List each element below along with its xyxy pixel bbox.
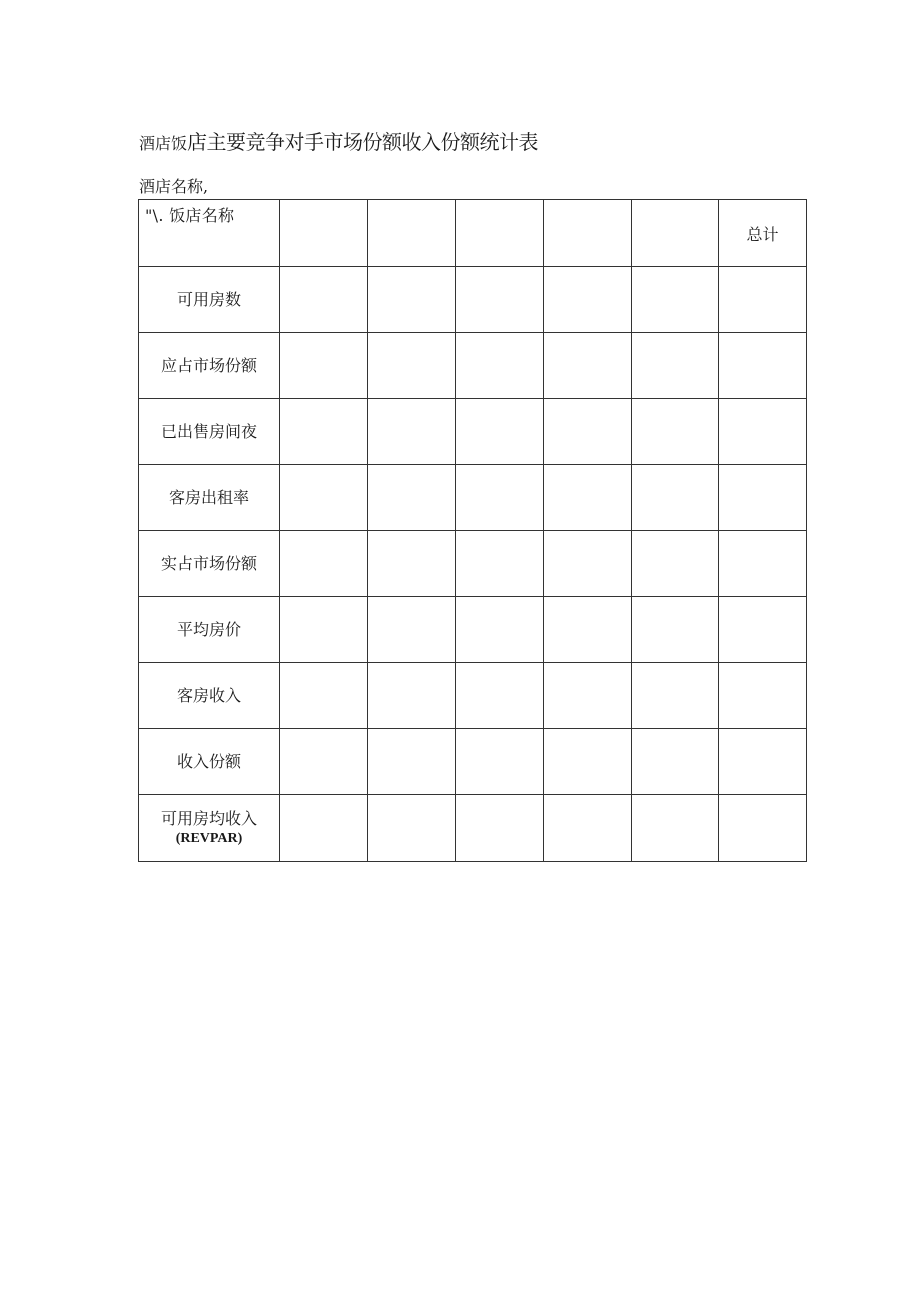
hotel-column-header[interactable] bbox=[368, 200, 456, 267]
value-cell[interactable] bbox=[456, 333, 544, 399]
total-cell[interactable] bbox=[719, 399, 807, 465]
row-label: 应占市场份额 bbox=[160, 355, 257, 375]
total-cell[interactable] bbox=[719, 729, 807, 795]
value-cell[interactable] bbox=[544, 597, 632, 663]
value-cell[interactable] bbox=[280, 267, 368, 333]
value-cell[interactable] bbox=[280, 465, 368, 531]
table-row bbox=[139, 729, 807, 795]
row-label: 已出售房间夜 bbox=[160, 421, 257, 441]
value-cell[interactable] bbox=[544, 465, 632, 531]
document-title bbox=[139, 128, 538, 158]
value-cell[interactable] bbox=[368, 663, 456, 729]
value-cell[interactable] bbox=[368, 465, 456, 531]
value-cell[interactable] bbox=[544, 729, 632, 795]
row-label: 客房收入 bbox=[176, 685, 241, 705]
value-cell[interactable] bbox=[632, 597, 719, 663]
row-label: 客房出租率 bbox=[168, 487, 249, 507]
hotel-column-header[interactable] bbox=[280, 200, 368, 267]
value-cell[interactable] bbox=[280, 399, 368, 465]
row-label-cell bbox=[139, 663, 280, 729]
title-prefix: 酒店饭 bbox=[139, 134, 188, 153]
value-cell[interactable] bbox=[544, 399, 632, 465]
hotel-name-label: 酒店名称, bbox=[139, 177, 209, 196]
title-main: 店主要竞争对手市场份额收入份额统计表 bbox=[187, 130, 539, 154]
total-cell[interactable] bbox=[719, 531, 807, 597]
value-cell[interactable] bbox=[632, 465, 719, 531]
value-cell[interactable] bbox=[544, 795, 632, 862]
table-row bbox=[139, 795, 807, 862]
value-cell[interactable] bbox=[368, 795, 456, 862]
total-cell[interactable] bbox=[719, 465, 807, 531]
table-row bbox=[139, 663, 807, 729]
row-label-sub: (REVPAR) bbox=[175, 831, 243, 846]
value-cell[interactable] bbox=[544, 267, 632, 333]
total-cell[interactable] bbox=[719, 795, 807, 862]
row-label-cell bbox=[139, 399, 280, 465]
value-cell[interactable] bbox=[368, 597, 456, 663]
row-label: 可用房数 bbox=[176, 289, 241, 309]
value-cell[interactable] bbox=[456, 399, 544, 465]
value-cell[interactable] bbox=[456, 663, 544, 729]
value-cell[interactable] bbox=[632, 399, 719, 465]
row-label: 收入份额 bbox=[176, 751, 241, 771]
value-cell[interactable] bbox=[368, 399, 456, 465]
value-cell[interactable] bbox=[456, 465, 544, 531]
value-cell[interactable] bbox=[456, 795, 544, 862]
total-cell[interactable] bbox=[719, 663, 807, 729]
statistics-table bbox=[138, 199, 807, 862]
row-label-cell bbox=[139, 597, 280, 663]
value-cell[interactable] bbox=[632, 267, 719, 333]
table-row bbox=[139, 267, 807, 333]
value-cell[interactable] bbox=[632, 795, 719, 862]
hotel-column-header[interactable] bbox=[544, 200, 632, 267]
value-cell[interactable] bbox=[456, 267, 544, 333]
value-cell[interactable] bbox=[632, 729, 719, 795]
value-cell[interactable] bbox=[368, 531, 456, 597]
row-label: 可用房均收入 bbox=[160, 809, 257, 828]
corner-header-text: "\. 饭店名称 bbox=[145, 206, 235, 225]
value-cell[interactable] bbox=[544, 333, 632, 399]
value-cell[interactable] bbox=[544, 663, 632, 729]
table-row bbox=[139, 531, 807, 597]
value-cell[interactable] bbox=[632, 531, 719, 597]
total-header-label: 总计 bbox=[746, 224, 779, 244]
row-label-cell bbox=[139, 465, 280, 531]
value-cell[interactable] bbox=[280, 729, 368, 795]
value-cell[interactable] bbox=[280, 795, 368, 862]
row-label-cell bbox=[139, 333, 280, 399]
value-cell[interactable] bbox=[368, 729, 456, 795]
total-cell[interactable] bbox=[719, 597, 807, 663]
row-label-cell bbox=[139, 267, 280, 333]
row-label-cell bbox=[139, 531, 280, 597]
total-cell[interactable] bbox=[719, 333, 807, 399]
row-label-cell bbox=[139, 795, 280, 862]
value-cell[interactable] bbox=[544, 531, 632, 597]
value-cell[interactable] bbox=[456, 729, 544, 795]
hotel-column-header[interactable] bbox=[632, 200, 719, 267]
total-cell[interactable] bbox=[719, 267, 807, 333]
table-row bbox=[139, 333, 807, 399]
total-header-cell bbox=[719, 200, 807, 267]
value-cell[interactable] bbox=[368, 333, 456, 399]
value-cell[interactable] bbox=[368, 267, 456, 333]
value-cell[interactable] bbox=[632, 663, 719, 729]
row-label: 平均房价 bbox=[176, 619, 241, 639]
value-cell[interactable] bbox=[280, 663, 368, 729]
value-cell[interactable] bbox=[632, 333, 719, 399]
table-row bbox=[139, 399, 807, 465]
hotel-column-header[interactable] bbox=[456, 200, 544, 267]
row-label-cell bbox=[139, 729, 280, 795]
table-row bbox=[139, 597, 807, 663]
table-header-row bbox=[139, 200, 807, 267]
row-label: 实占市场份额 bbox=[160, 553, 257, 573]
value-cell[interactable] bbox=[456, 597, 544, 663]
value-cell[interactable] bbox=[456, 531, 544, 597]
value-cell[interactable] bbox=[280, 531, 368, 597]
value-cell[interactable] bbox=[280, 333, 368, 399]
table-row bbox=[139, 465, 807, 531]
corner-header-cell bbox=[139, 200, 280, 267]
value-cell[interactable] bbox=[280, 597, 368, 663]
